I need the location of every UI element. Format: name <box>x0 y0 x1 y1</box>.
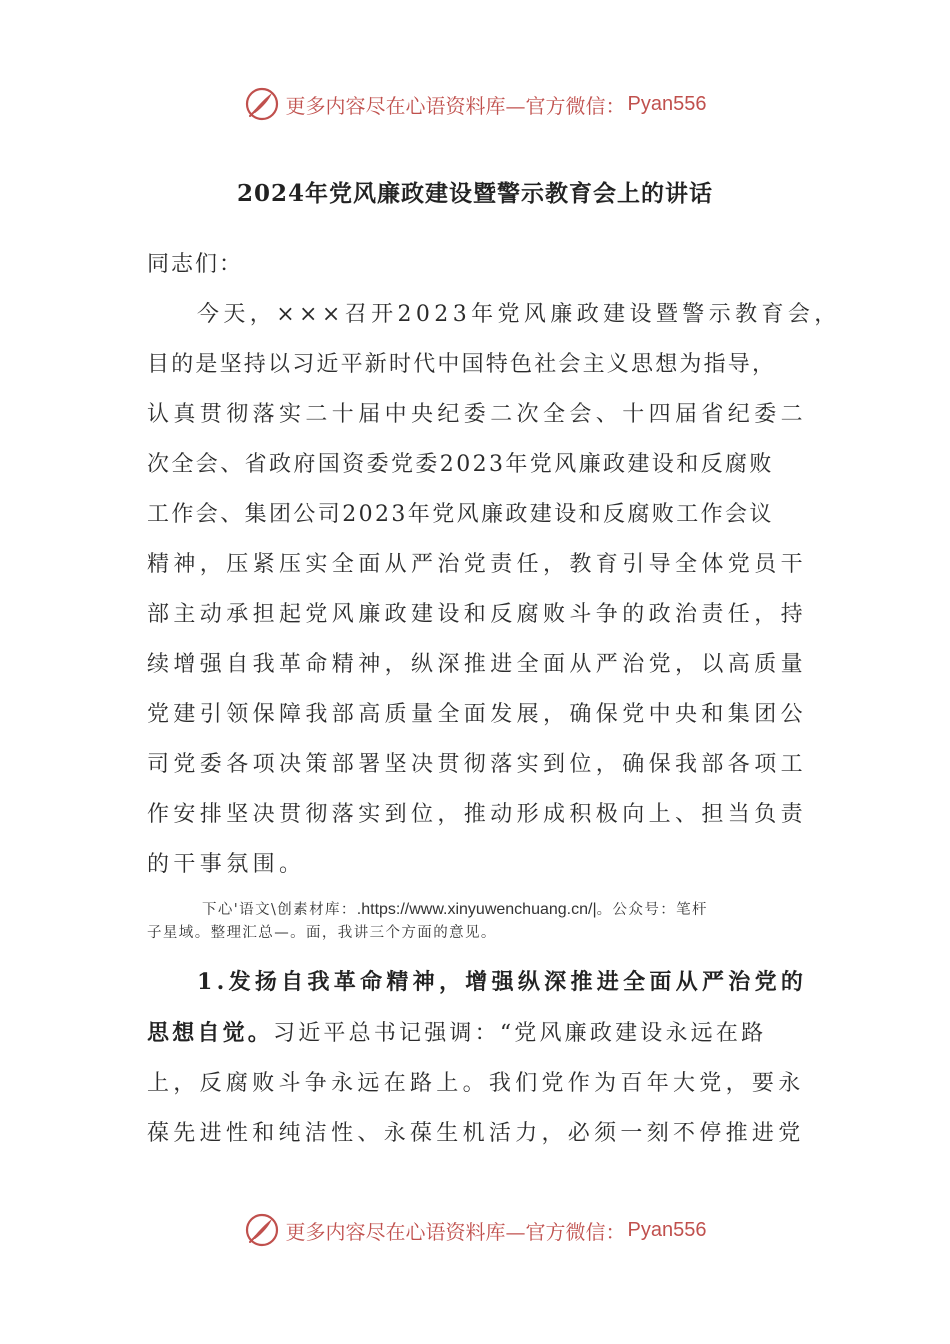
banner-wechat-handle: Pyan556 <box>627 1218 707 1241</box>
paragraph-line: 党建引领保障我部高质量全面发展，确保党中央和集团公 <box>147 702 808 727</box>
greeting: 同志们： <box>147 252 244 277</box>
paragraph-line: 部主动承担起党风廉政建设和反腐败斗争的政治责任，持 <box>147 602 808 627</box>
header-banner <box>0 82 950 126</box>
paragraph-line: 认真贯彻落实二十届中央纪委二次全会、十四届省纪委二 <box>147 402 808 427</box>
paragraph-line: 的干事氛围。 <box>147 852 306 877</box>
document-body <box>147 240 841 1159</box>
quill-pen-logo-icon <box>244 86 280 122</box>
source-note-line: 子星域。整理汇总—。面，我讲三个方面的意见。 <box>147 925 497 941</box>
paragraph-line: 工作会、集团公司2023年党风廉政建设和反腐败工作会议 <box>147 502 774 527</box>
source-note-suffix: 。公众号：笔杆 <box>596 902 708 918</box>
section-1-text: 习近平总书记强调：“党风廉政建设永远在路 <box>273 1021 767 1046</box>
paragraph-line: 目的是坚持以习近平新时代中国特色社会主义思想为指导， <box>147 352 777 377</box>
section-1-line <box>147 1008 807 1059</box>
document-title: 2024年党风廉政建设暨警示教育会上的讲话 <box>236 180 713 207</box>
section-1-heading-end: 思想自觉。 <box>147 1020 274 1046</box>
section-1-line: 上，反腐败斗争永远在路上。我们党作为百年大党，要永 <box>147 1071 805 1096</box>
source-url-link[interactable]: .https://www.xinyuwenchuang.cn/| <box>356 901 597 918</box>
quill-pen-logo-icon <box>244 1212 280 1248</box>
paragraph-line: 次全会、省政府国资委党委2023年党风廉政建设和反腐败 <box>147 452 774 477</box>
paragraph-1 <box>147 290 841 890</box>
source-note-prefix: 下心'语文\创素材库： <box>202 902 357 918</box>
banner-text: 更多内容尽在心语资料库—官方微信： <box>285 1219 626 1244</box>
section-1-heading-text: 1.发扬自我革命精神，增强纵深推进全面从严治党的 <box>197 969 808 995</box>
banner-wechat-handle: Pyan556 <box>627 92 707 115</box>
paragraph-line: 精神，压紧压实全面从严治党责任，教育引导全体党员干 <box>147 552 808 577</box>
banner-text: 更多内容尽在心语资料库—官方微信： <box>285 93 626 118</box>
paragraph-line: 续增强自我革命精神，纵深推进全面从严治党，以高质量 <box>147 652 808 677</box>
source-note-line <box>147 898 807 922</box>
paragraph-line: 司党委各项决策部署坚决贯彻落实到位，确保我部各项工 <box>147 752 808 777</box>
section-1-line: 葆先进性和纯洁性、永葆生机活力，必须一刻不停推进党 <box>147 1121 805 1146</box>
paragraph-line: 今天，×××召开2023年党风廉政建设暨警示教育会， <box>197 302 841 327</box>
footer-banner <box>0 1208 950 1252</box>
source-note <box>147 898 807 945</box>
section-1-heading <box>147 957 807 1008</box>
paragraph-line: 作安排坚决贯彻落实到位，推动形成积极向上、担当负责 <box>147 802 808 827</box>
